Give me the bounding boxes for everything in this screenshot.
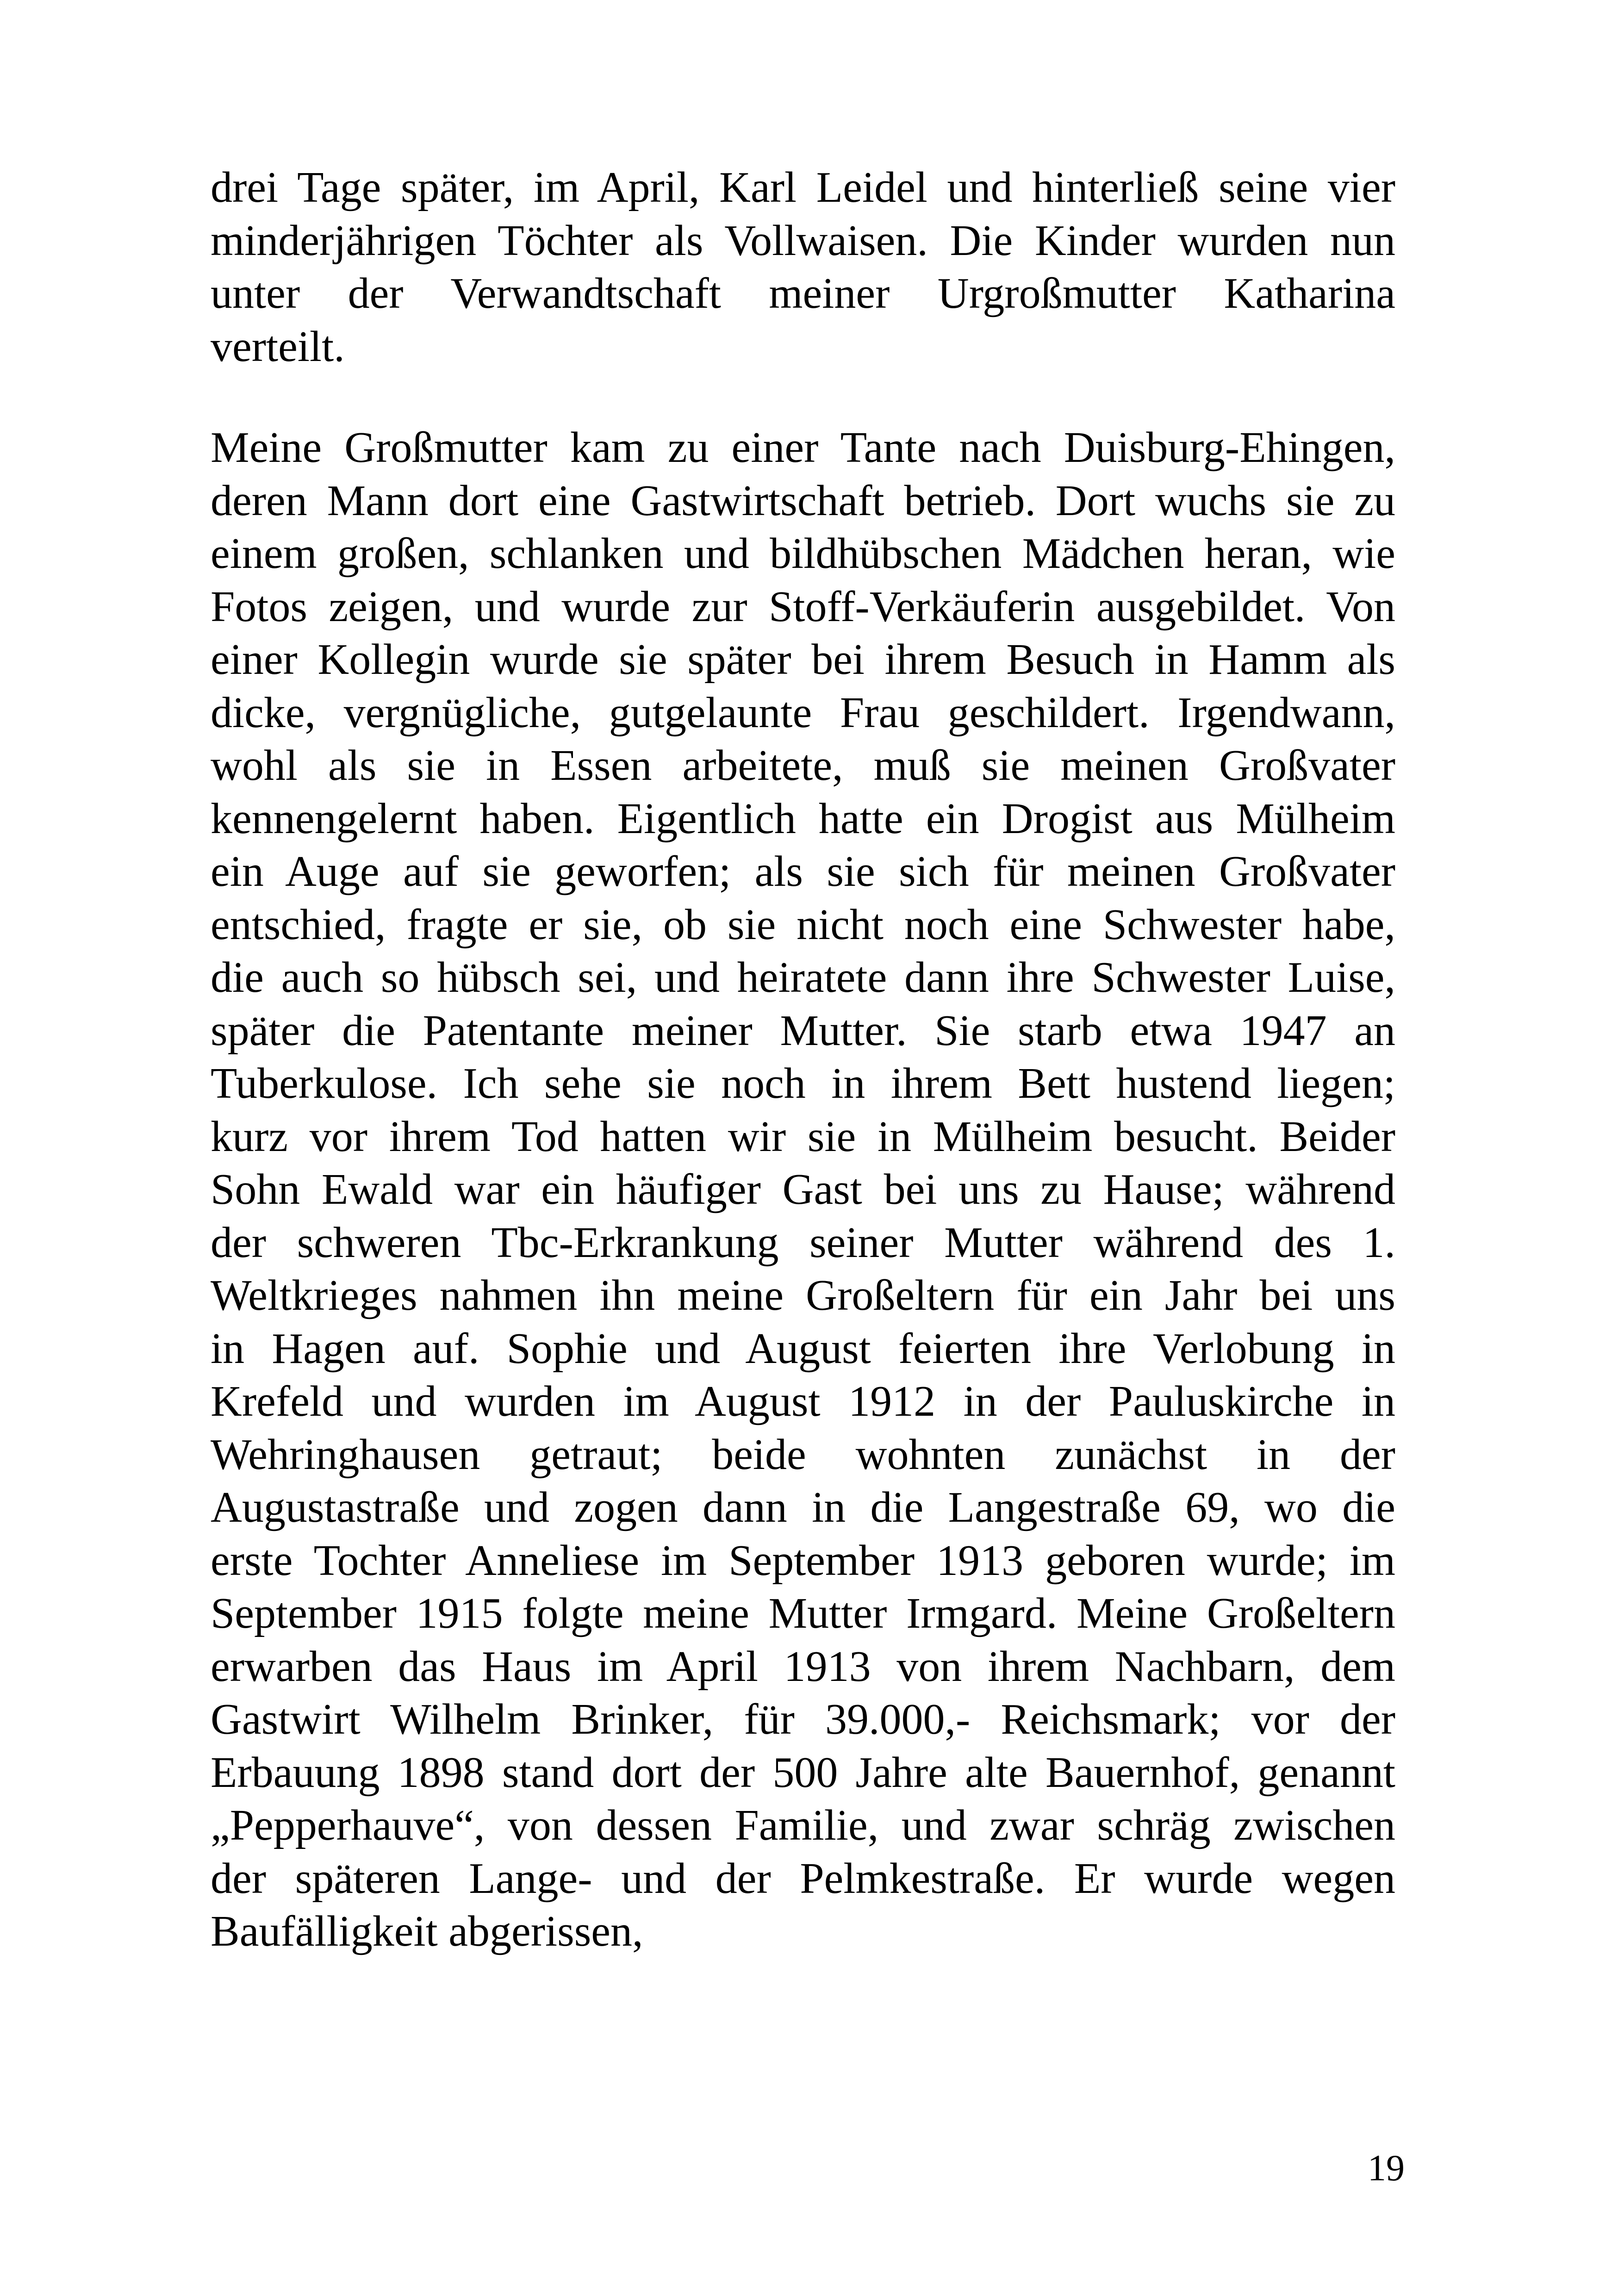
text-line: wohl als sie in Essen arbeitete, muß sie meinen Großvater [211,741,1395,790]
text-line: Wehringhausen getraut; beide wohnten zunächst in der [211,1430,1395,1479]
text-line: Baufälligkeit abgerissen, [211,1907,643,1955]
text-line: die auch so hübsch sei, und heiratete dann ihre Schwester Luise, [211,953,1395,1002]
text-line: Krefeld und wurden im August 1912 in der Pauluskirche in [211,1377,1395,1425]
text-line: drei Tage später, im April, Karl Leidel und hinterließ seine vier [211,163,1395,212]
text-line: Erbauung 1898 stand dort der 500 Jahre alte Bauernhof, genannt [211,1748,1395,1797]
text-line: Weltkrieges nahmen ihn meine Großeltern für ein Jahr bei uns [211,1271,1395,1319]
paragraph-spacer [211,373,1395,421]
text-line: erste Tochter Anneliese im September 1913 geboren wurde; im [211,1536,1395,1585]
text-line: einem großen, schlanken und bildhübschen Mädchen heran, wie [211,529,1395,578]
text-line: kennengelernt haben. Eigentlich hatte ein Drogist aus Mülheim [211,794,1395,843]
text-line: verteilt. [211,322,345,371]
text-line: Augustastraße und zogen dann in die Langestraße 69, wo die [211,1483,1395,1531]
text-line: Sohn Ewald war ein häufiger Gast bei uns zu Hause; während [211,1165,1395,1213]
paragraph [211,421,1395,1958]
text-line: entschied, fragte er sie, ob sie nicht noch eine Schwester habe, [211,900,1395,949]
text-line: Fotos zeigen, und wurde zur Stoff-Verkäuferin ausgebildet. Von [211,582,1395,631]
text-line: später die Patentante meiner Mutter. Sie starb etwa 1947 an [211,1006,1395,1055]
text-line: September 1915 folgte meine Mutter Irmgard. Meine Großeltern [211,1589,1395,1637]
text-line: ein Auge auf sie geworfen; als sie sich für meinen Großvater [211,847,1395,896]
text-line: in Hagen auf. Sophie und August feierten ihre Verlobung in [211,1324,1395,1373]
page-number: 19 [1368,2148,1405,2189]
text-line: Tuberkulose. Ich sehe sie noch in ihrem Bett hustend liegen; [211,1059,1395,1108]
text-line: unter der Verwandtschaft meiner Urgroßmutter Katharina [211,269,1395,317]
text-line: Meine Großmutter kam zu einer Tante nach Duisburg-Ehingen, [211,423,1395,472]
text-line: erwarben das Haus im April 1913 von ihrem Nachbarn, dem [211,1642,1395,1691]
body-text [211,161,1395,1958]
text-line: „Pepperhauve“, von dessen Familie, und zwar schräg zwischen [211,1801,1395,1849]
text-line: der schweren Tbc-Erkrankung seiner Mutter während des 1. [211,1218,1395,1267]
paragraph [211,161,1395,373]
text-line: einer Kollegin wurde sie später bei ihrem Besuch in Hamm als [211,635,1395,684]
text-line: dicke, vergnügliche, gutgelaunte Frau geschildert. Irgendwann, [211,688,1395,737]
text-line: Gastwirt Wilhelm Brinker, für 39.000,- Reichsmark; vor der [211,1695,1395,1743]
text-line: kurz vor ihrem Tod hatten wir sie in Mülheim besucht. Beider [211,1112,1395,1161]
text-line: minderjährigen Töchter als Vollwaisen. Die Kinder wurden nun [211,216,1395,265]
text-line: deren Mann dort eine Gastwirtschaft betrieb. Dort wuchs sie zu [211,476,1395,525]
text-line: der späteren Lange- und der Pelmkestraße. Er wurde wegen [211,1854,1395,1903]
